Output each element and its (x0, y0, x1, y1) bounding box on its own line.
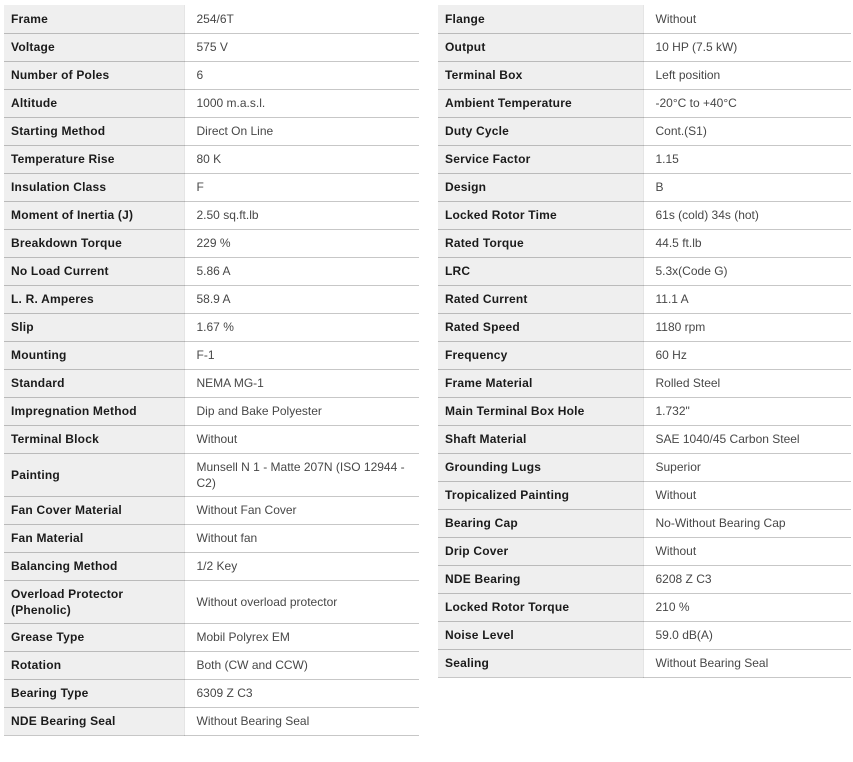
spec-label: No Load Current (4, 257, 184, 285)
spec-value: Without Fan Cover (184, 496, 419, 524)
spec-row (438, 509, 851, 537)
spec-row (4, 257, 419, 285)
spec-label: Flange (438, 5, 643, 33)
spec-value: 10 HP (7.5 kW) (643, 33, 851, 61)
spec-label: Noise Level (438, 621, 643, 649)
spec-row (438, 257, 851, 285)
spec-row (4, 496, 419, 524)
spec-value: Without (184, 425, 419, 453)
spec-label: Grounding Lugs (438, 453, 643, 481)
spec-label: Fan Material (4, 524, 184, 552)
spec-label: Ambient Temperature (438, 89, 643, 117)
spec-value: 59.0 dB(A) (643, 621, 851, 649)
spec-row (4, 341, 419, 369)
spec-row (4, 61, 419, 89)
spec-label: Moment of Inertia (J) (4, 201, 184, 229)
spec-label: Painting (4, 453, 184, 496)
spec-label: Slip (4, 313, 184, 341)
spec-value: 80 K (184, 145, 419, 173)
spec-row (4, 369, 419, 397)
spec-value: 6208 Z C3 (643, 565, 851, 593)
spec-value: Dip and Bake Polyester (184, 397, 419, 425)
spec-value: B (643, 173, 851, 201)
spec-label: Insulation Class (4, 173, 184, 201)
spec-label: Sealing (438, 649, 643, 677)
spec-row (438, 201, 851, 229)
spec-value: 1180 rpm (643, 313, 851, 341)
spec-row (4, 313, 419, 341)
spec-value: 210 % (643, 593, 851, 621)
spec-value: 2.50 sq.ft.lb (184, 201, 419, 229)
spec-value: 58.9 A (184, 285, 419, 313)
spec-row (4, 173, 419, 201)
spec-row (438, 117, 851, 145)
spec-row (4, 117, 419, 145)
spec-value: 1/2 Key (184, 552, 419, 580)
spec-value: F (184, 173, 419, 201)
spec-label: Tropicalized Painting (438, 481, 643, 509)
spec-row (438, 145, 851, 173)
spec-value: Superior (643, 453, 851, 481)
spec-value: 5.3x(Code G) (643, 257, 851, 285)
spec-label: Mounting (4, 341, 184, 369)
spec-row (4, 89, 419, 117)
spec-value: Cont.(S1) (643, 117, 851, 145)
spec-value: Without (643, 5, 851, 33)
spec-label: Grease Type (4, 623, 184, 651)
spec-row (438, 285, 851, 313)
spec-label: Breakdown Torque (4, 229, 184, 257)
spec-row (4, 707, 419, 735)
spec-value: 1.67 % (184, 313, 419, 341)
spec-label: Locked Rotor Torque (438, 593, 643, 621)
spec-row (438, 61, 851, 89)
spec-label: Frame (4, 5, 184, 33)
spec-value: -20°C to +40°C (643, 89, 851, 117)
spec-value: 575 V (184, 33, 419, 61)
spec-value: 6 (184, 61, 419, 89)
spec-row (4, 397, 419, 425)
spec-value: F-1 (184, 341, 419, 369)
spec-row (438, 229, 851, 257)
spec-table-right-body (438, 5, 851, 677)
spec-row (4, 229, 419, 257)
spec-row (4, 201, 419, 229)
spec-value: Without (643, 537, 851, 565)
spec-label: NDE Bearing Seal (4, 707, 184, 735)
spec-row (4, 679, 419, 707)
spec-label: Main Terminal Box Hole (438, 397, 643, 425)
spec-label: Terminal Block (4, 425, 184, 453)
spec-row (438, 341, 851, 369)
spec-label: Overload Protector (Phenolic) (4, 580, 184, 623)
spec-value: 44.5 ft.lb (643, 229, 851, 257)
spec-label: Impregnation Method (4, 397, 184, 425)
spec-row (4, 580, 419, 623)
spec-row (438, 369, 851, 397)
spec-row (438, 537, 851, 565)
spec-value: Left position (643, 61, 851, 89)
spec-value: No-Without Bearing Cap (643, 509, 851, 537)
spec-value: NEMA MG-1 (184, 369, 419, 397)
spec-value: 6309 Z C3 (184, 679, 419, 707)
spec-label: Rated Torque (438, 229, 643, 257)
spec-row (438, 5, 851, 33)
spec-value: 229 % (184, 229, 419, 257)
spec-value: Without (643, 481, 851, 509)
spec-label: Rated Current (438, 285, 643, 313)
spec-label: L. R. Amperes (4, 285, 184, 313)
spec-row (4, 33, 419, 61)
spec-label: Drip Cover (438, 537, 643, 565)
spec-label: Shaft Material (438, 425, 643, 453)
spec-row (438, 621, 851, 649)
spec-row (438, 89, 851, 117)
spec-value: 61s (cold) 34s (hot) (643, 201, 851, 229)
spec-label: Standard (4, 369, 184, 397)
spec-value: Without fan (184, 524, 419, 552)
spec-value: 5.86 A (184, 257, 419, 285)
spec-label: Output (438, 33, 643, 61)
spec-value: SAE 1040/45 Carbon Steel (643, 425, 851, 453)
spec-value: 11.1 A (643, 285, 851, 313)
spec-label: Rotation (4, 651, 184, 679)
spec-row (4, 453, 419, 496)
spec-row (438, 453, 851, 481)
spec-row (438, 313, 851, 341)
spec-row (438, 649, 851, 677)
spec-label: Balancing Method (4, 552, 184, 580)
spec-row (4, 145, 419, 173)
spec-value: Without overload protector (184, 580, 419, 623)
spec-label: Frame Material (438, 369, 643, 397)
spec-row (4, 425, 419, 453)
spec-row (438, 33, 851, 61)
spec-label: Altitude (4, 89, 184, 117)
spec-row (4, 5, 419, 33)
spec-label: Temperature Rise (4, 145, 184, 173)
spec-label: Design (438, 173, 643, 201)
spec-label: Bearing Cap (438, 509, 643, 537)
spec-label: Duty Cycle (438, 117, 643, 145)
spec-label: Locked Rotor Time (438, 201, 643, 229)
spec-value: Mobil Polyrex EM (184, 623, 419, 651)
spec-label: NDE Bearing (438, 565, 643, 593)
spec-row (438, 425, 851, 453)
spec-label: Frequency (438, 341, 643, 369)
spec-value: Rolled Steel (643, 369, 851, 397)
spec-label: Fan Cover Material (4, 496, 184, 524)
spec-value: Direct On Line (184, 117, 419, 145)
spec-table-right (438, 5, 851, 678)
spec-value: Both (CW and CCW) (184, 651, 419, 679)
spec-value: 1000 m.a.s.l. (184, 89, 419, 117)
spec-value: 254/6T (184, 5, 419, 33)
spec-label: Terminal Box (438, 61, 643, 89)
spec-row (4, 552, 419, 580)
spec-table-left-body (4, 5, 419, 735)
spec-value: Munsell N 1 - Matte 207N (ISO 12944 - C2) (184, 453, 419, 496)
spec-label: Bearing Type (4, 679, 184, 707)
spec-value: Without Bearing Seal (184, 707, 419, 735)
spec-value: 60 Hz (643, 341, 851, 369)
spec-row (438, 481, 851, 509)
spec-label: Starting Method (4, 117, 184, 145)
spec-label: Voltage (4, 33, 184, 61)
spec-row (4, 623, 419, 651)
spec-row (438, 397, 851, 425)
spec-row (4, 651, 419, 679)
spec-row (4, 285, 419, 313)
spec-row (438, 565, 851, 593)
spec-value: 1.15 (643, 145, 851, 173)
spec-label: Number of Poles (4, 61, 184, 89)
spec-label: Rated Speed (438, 313, 643, 341)
spec-row (438, 593, 851, 621)
spec-row (4, 524, 419, 552)
spec-value: Without Bearing Seal (643, 649, 851, 677)
spec-table-left (4, 5, 419, 736)
spec-value: 1.732" (643, 397, 851, 425)
spec-label: Service Factor (438, 145, 643, 173)
spec-label: LRC (438, 257, 643, 285)
spec-row (438, 173, 851, 201)
